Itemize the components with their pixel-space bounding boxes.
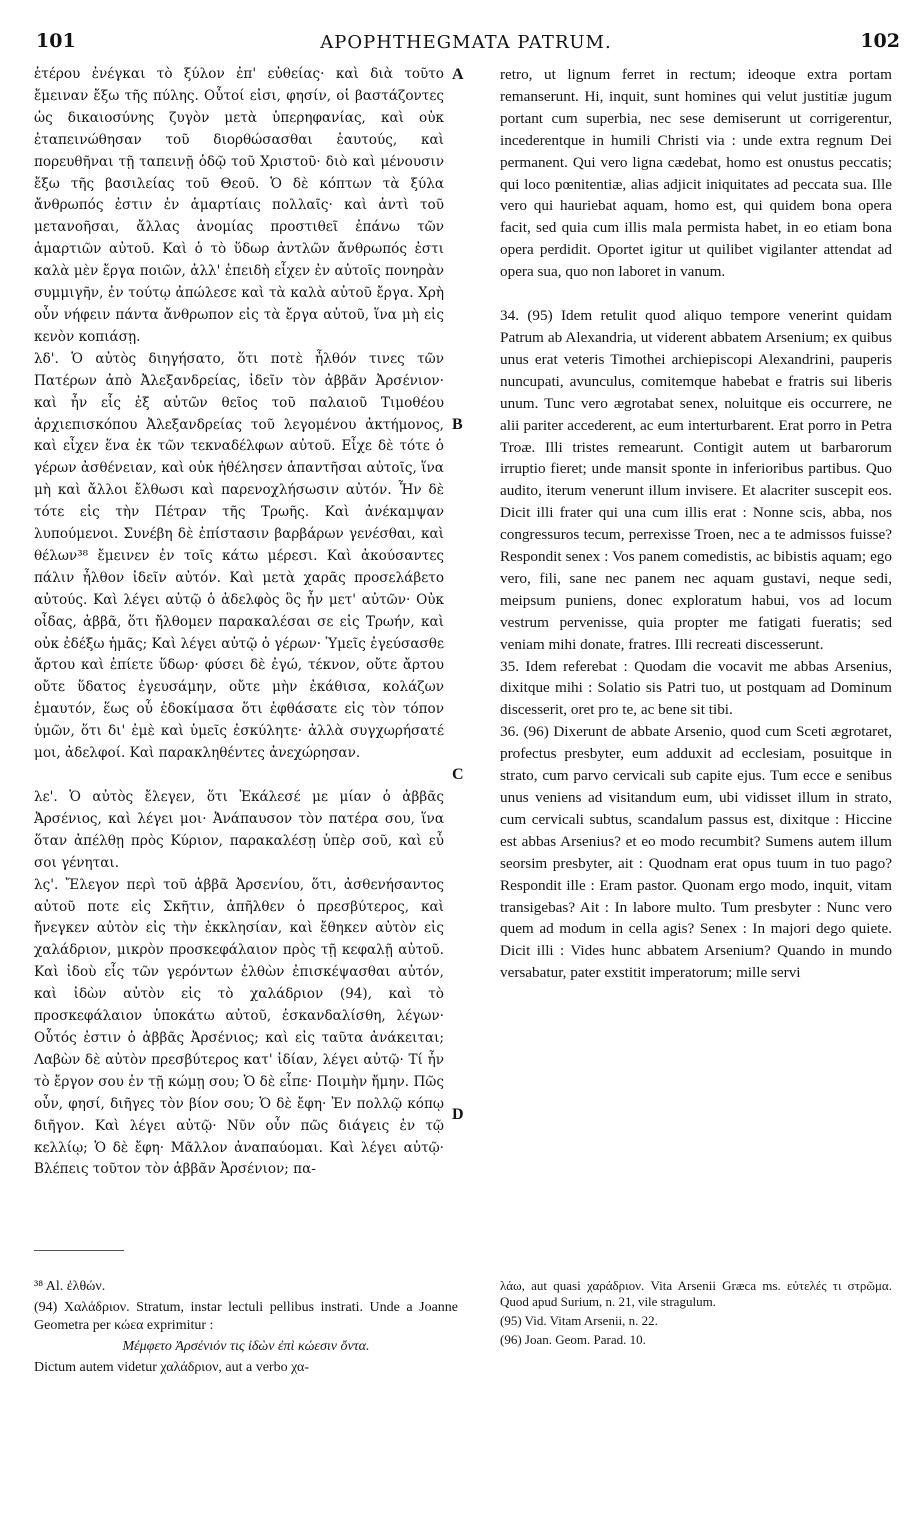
greek-paragraph-36: λς'. Ἔλεγον περὶ τοῦ ἀββᾶ Ἀρσενίου, ὅτι, ἀσθενήσαντος αὐτοῦ ποτε εἰς Σκῆτιν, ἀπῆλθεν ὁ πρεσβύτερος, καὶ ἤνεγκεν αὐτὸν εἰς τὴν ἐκκλησίαν, καὶ ἔθηκεν αὐτὸν εἰς χαλάδριον, μικρὸν προσκεφάλαιον πρὸς τῇ κεφαλῇ αὐτοῦ. Καὶ ἰδοὺ εἷς τῶν γερόντων ἐλθὼν ἐπισκέψασθαι αὐτόν, καὶ ἰδὼν αὐτὸν εἰς τὸ χαλάδριον (94), καὶ τὸ προσκεφάλαιον ὑποκάτω αὐτοῦ, ἐσκανδαλίσθη, λέγων· Οὗτός ἐστιν ὁ ἀββᾶς Ἀρσένιος; καὶ εἰς ταῦτα ἀνάκειται; Λαβὼν δὲ αὐτὸν πρεσβύτερος κατ' ἰδίαν, λέγει αὐτῷ· Τί ἦν τὸ ἔργον σου ἐν τῇ κώμῃ σου; Ὁ δὲ εἶπε· Ποιμὴν ἤμην. Πῶς οὖν, φησί, διῆγες τὸν βίον σου; Ὁ δὲ ἔφη· Ἐν πολλῷ κόπῳ διῆγον. Καὶ λέγει αὐτῷ· Νῦν οὖν πῶς διάγεις ἐν τῷ κελλίῳ; Ὁ δὲ ἔφη· Μᾶλλον ἀναπαύομαι. Καὶ λέγει αὐτῷ· Βλέπεις τοῦτον τὸν ἀββᾶν Ἀρσένιον; πα- xyxy=(34,876,444,1178)
footnote-94-right-continued: λάω, aut quasi χαράδριον. Vita Arsenii Græca ms. εὐτελές τι στρῶμα. Quod apud Surium, n. 21, vile stragulum. xyxy=(500,1278,892,1309)
latin-paragraph-35: 35. Idem referebat : Quodam die vocavit me abbas Arsenius, dixitque mihi : Solatio sis Patri tuo, ut postquam ad Dominum discesserit, oret pro te, ac bene sit tibi. xyxy=(500,657,892,719)
page-number-left: 101 xyxy=(36,30,76,52)
margin-marker-a: A xyxy=(452,66,464,83)
footnotes-right xyxy=(500,1278,892,1351)
greek-paragraph-1: ἑτέρου ἐνέγκαι τὸ ξύλον ἐπ' εὐθείας· καὶ διὰ τοῦτο ἔμειναν ἔξω τῆς πύλης. Οὗτοί εἰσι, φησίν, οἱ βαστάζοντες ὡς δικαιοσύνης ζυγὸν μετὰ ὑπερηφανίας, καὶ οὐκ ἐταπεινώθησαν τοῦ διορθώσασθαι ἑαυτούς, καὶ πορευθῆναι τῇ ταπεινῇ ὁδῷ τοῦ Χριστοῦ· διὸ καὶ μένουσιν ἔξω τῆς βασιλείας τοῦ Θεοῦ. Ὁ δὲ κόπτων τὰ ξύλα ἄνθρωπός ἐστιν ἐν ἁμαρτίαις πολλαῖς· καὶ ἀντὶ τοῦ μετανοῆσαι, ἄλλας ἀνομίας προστιθεῖ ἐπάνω τῶν ἁμαρτιῶν αὐτοῦ. Καὶ ὁ τὸ ὕδωρ ἀντλῶν ἄνθρωπός ἐστι καλὰ μὲν ἔργα ποιῶν, ἀλλ' ἐπειδὴ εἶχεν ἐν αὐτοῖς πονηρὰν συμμιγῆν, ἐν τούτῳ ἀπώλεσε καὶ τὰ καλὰ αὐτοῦ ἔργα. Χρὴ οὖν νήφειν πάντα ἄνθρωπον εἰς τὰ ἔργα αὐτοῦ, ἵνα μὴ εἰς κενὸν κοπιάσῃ. xyxy=(34,66,444,345)
page-number-right: 102 xyxy=(860,30,900,52)
latin-paragraph-36: 36. (96) Dixerunt de abbate Arsenio, quod cum Sceti ægrotaret, profectus presbyter, eum adduxit ad ecclesiam, posuitque in strato, cum parvo cervicali sub capite ejus. Tum ecce e senibus unus veniens ad visitandum eum, ubi vidisset illum in strato, cum cervicali subtus, scandalum passus est, dixitque : Hiccine est abbas Arsenius? et eo modo recumbit? Sumens autem illum seorsim presbyter, ait : Quodnam erat opus tuum in tuo pago? Respondit ille : Eram pastor. Quonam ergo modo, inquit, vitam transigebas? Ait : In labore multo. Tum presbyter : Nunc vero quem ad modum in cella agis? Senex : In majori dego quiete. Dicit illi : Vides hunc abbatem Arsenium? Quando in mundo versabatur, pater exstitit imperatorum; mille servi xyxy=(500,723,892,982)
footnotes-left xyxy=(34,1278,458,1380)
latin-paragraph-34: 34. (95) Idem retulit quod aliquo tempore venerint quidam Patrum ab Alexandria, ut viderent abbatem Arsenium; ex quibus unus erat veteris Timothei archiepiscopi Alexandrini, pauperis nuncupati, avunculus, comitemque habebat e fratris sui liberis unum. Tunc vero ægrotabat senex, noluitque eis occurrere, ne alii pariter accederent, ac eum interturbarent. Erat porro in Petra Troæ. Illi tristes remearunt. Contigit autem ut barbarorum irruptio fieret; unde mansit sponte in inferioribus partibus. Quo audito, iterum venerunt illum invisere. Et alacriter suscepit eos. Dicit illi frater qui una cum illis erat : Nonne scis, abba, nos congressuros tecum, perrexisse Troen, nec a te admissos fuisse? Respondit senex : Vos panem comedistis, ac bibistis aquam; ego vero, fili, sane nec panem nec aquam gustavi, neque sedi, meipsum puniens, donec exploratum habui, vos ad locum vestrum pervenisse, quia propter me fatigati fueratis; sed veniam mihi donate, fratres. Illi recreati discesserunt. xyxy=(500,307,892,653)
greek-paragraph-35: λε'. Ὁ αὐτὸς ἔλεγεν, ὅτι Ἐκάλεσέ με μίαν ὁ ἀββᾶς Ἀρσένιος, καὶ λέγει μοι· Ἀνάπαυσον τὸν πατέρα σου, ἵνα ὅταν ἀπέλθῃ πρὸς Κύριον, παρακαλέσῃ ὑπὲρ σοῦ, καὶ εὖ σοι γένηται. xyxy=(34,789,444,871)
margin-marker-c: C xyxy=(452,766,464,783)
running-title: APOPHTHEGMATA PATRUM. xyxy=(320,32,612,53)
footnote-96: (96) Joan. Geom. Parad. 10. xyxy=(500,1332,646,1347)
margin-marker-b: B xyxy=(452,416,463,433)
margin-marker-d: D xyxy=(452,1106,464,1123)
footnote-38: ³⁸ Al. ἐλθών. xyxy=(34,1279,106,1294)
footnote-95: (95) Vid. Vitam Arsenii, n. 22. xyxy=(500,1313,658,1328)
running-header xyxy=(30,26,902,56)
footnote-rule xyxy=(34,1250,124,1251)
footnote-94-continued: Dictum autem videtur χαλάδριον, aut a verbo χα- xyxy=(34,1360,309,1375)
footnote-94: (94) Χαλάδριον. Stratum, instar lectuli pellibus instrati. Unde a Joanne Geometra per κώεα exprimitur : xyxy=(34,1300,458,1333)
greek-column xyxy=(34,64,444,1181)
greek-paragraph-34: λδ'. Ὁ αὐτὸς διηγήσατο, ὅτι ποτὲ ἦλθόν τινες τῶν Πατέρων ἀπὸ Ἀλεξανδρείας, ἰδεῖν τὸν ἀββᾶν Ἀρσένιον· καὶ ἦν εἷς ἐξ αὐτῶν θεῖος τοῦ παλαιοῦ Τιμοθέου ἀρχιεπισκόπου Ἀλεξανδρείας τοῦ λεγομένου ἀκτήμονος, καὶ εἶχεν ἕνα ἐκ τῶν τεκναδέλφων αὐτοῦ. Εἶχε δὲ τότε ὁ γέρων ἀσθένειαν, καὶ οὐκ ἠθέλησεν ἀπαντῆσαι αὐτοῖς, ἵνα μὴ καὶ ἄλλοι ἔλθωσι καὶ παρενοχλήσωσιν αὐτόν. Ἦν δὲ τότε εἰς τὴν Πέτραν τῆς Τρωῆς. Καὶ ἀνέκαμψαν λυπούμενοι. Συνέβη δὲ ἐπίστασιν βαρβάρων γενέσθαι, καὶ θέλων³⁸ ἔμεινεν ἐν τοῖς κάτω μέρεσι. Καὶ ἀκούσαντες πάλιν ἦλθον ἰδεῖν αὐτόν. Καὶ μετὰ χαρᾶς προσελάβετο αὐτούς. Καὶ λέγει αὐτῷ ὁ ἀδελφὸς ὃς ἦν μετ' αὐτῶν· Οὐκ οἶδας, ἀββᾶ, ὅτι ἤλθομεν παρακαλέσαι σε εἰς Τρωήν, καὶ οὐκ ἐδέξω ἡμᾶς; Καὶ λέγει αὐτῷ ὁ γέρων· Ὑμεῖς ἐγεύσασθε ἄρτου καὶ ἐπίετε ὕδωρ· φύσει δὲ ἐγώ, τέκνον, οὔτε ἄρτου οὔτε ὕδατος ἐγευσάμην, οὔτε μὴν ἐκάθισα, κολάζων ἐμαυτόν, ἕως οὗ ἐδοκίμασα ὅτι ἐφθάσατε εἰς τὸν τόπον ὑμῶν, ὅτι δι' ἐμὲ καὶ ὑμεῖς ἐσκύλητε· ἀλλὰ συγχωρήσατέ μοι, ἀδελφοί. Καὶ παρακληθέντες ἀνεχώρησαν. xyxy=(34,350,444,762)
latin-paragraph-1: retro, ut lignum ferret in rectum; ideoque extra portam remanserunt. Hi, inquit, sunt homines qui velut justitiæ jugum portant cum superbia, nec sese demiserunt ut corrigerentur, incederentque in humili Christi via : unde extra regnum Dei permanent. Qui vero ligna cædebat, homo est onustus peccatis; qui loco pœnitentiæ, alias adjicit iniquitates ad peccata sua. Ille vero qui hauriebat aquam, homo est, qui quidem bona opera facit, sed quia cum illis mala permista habet, in eo etiam bona opera perdidit. Oportet igitur ut quilibet vigilanter attendat ad opera sua, quo non laboret in vanum. xyxy=(500,66,892,281)
latin-column xyxy=(500,64,892,984)
footnote-94-verse: Μέμφετο Ἀρσένιόν τις ἰδὼν ἐπὶ κώεσιν ὄντα. xyxy=(122,1339,370,1354)
